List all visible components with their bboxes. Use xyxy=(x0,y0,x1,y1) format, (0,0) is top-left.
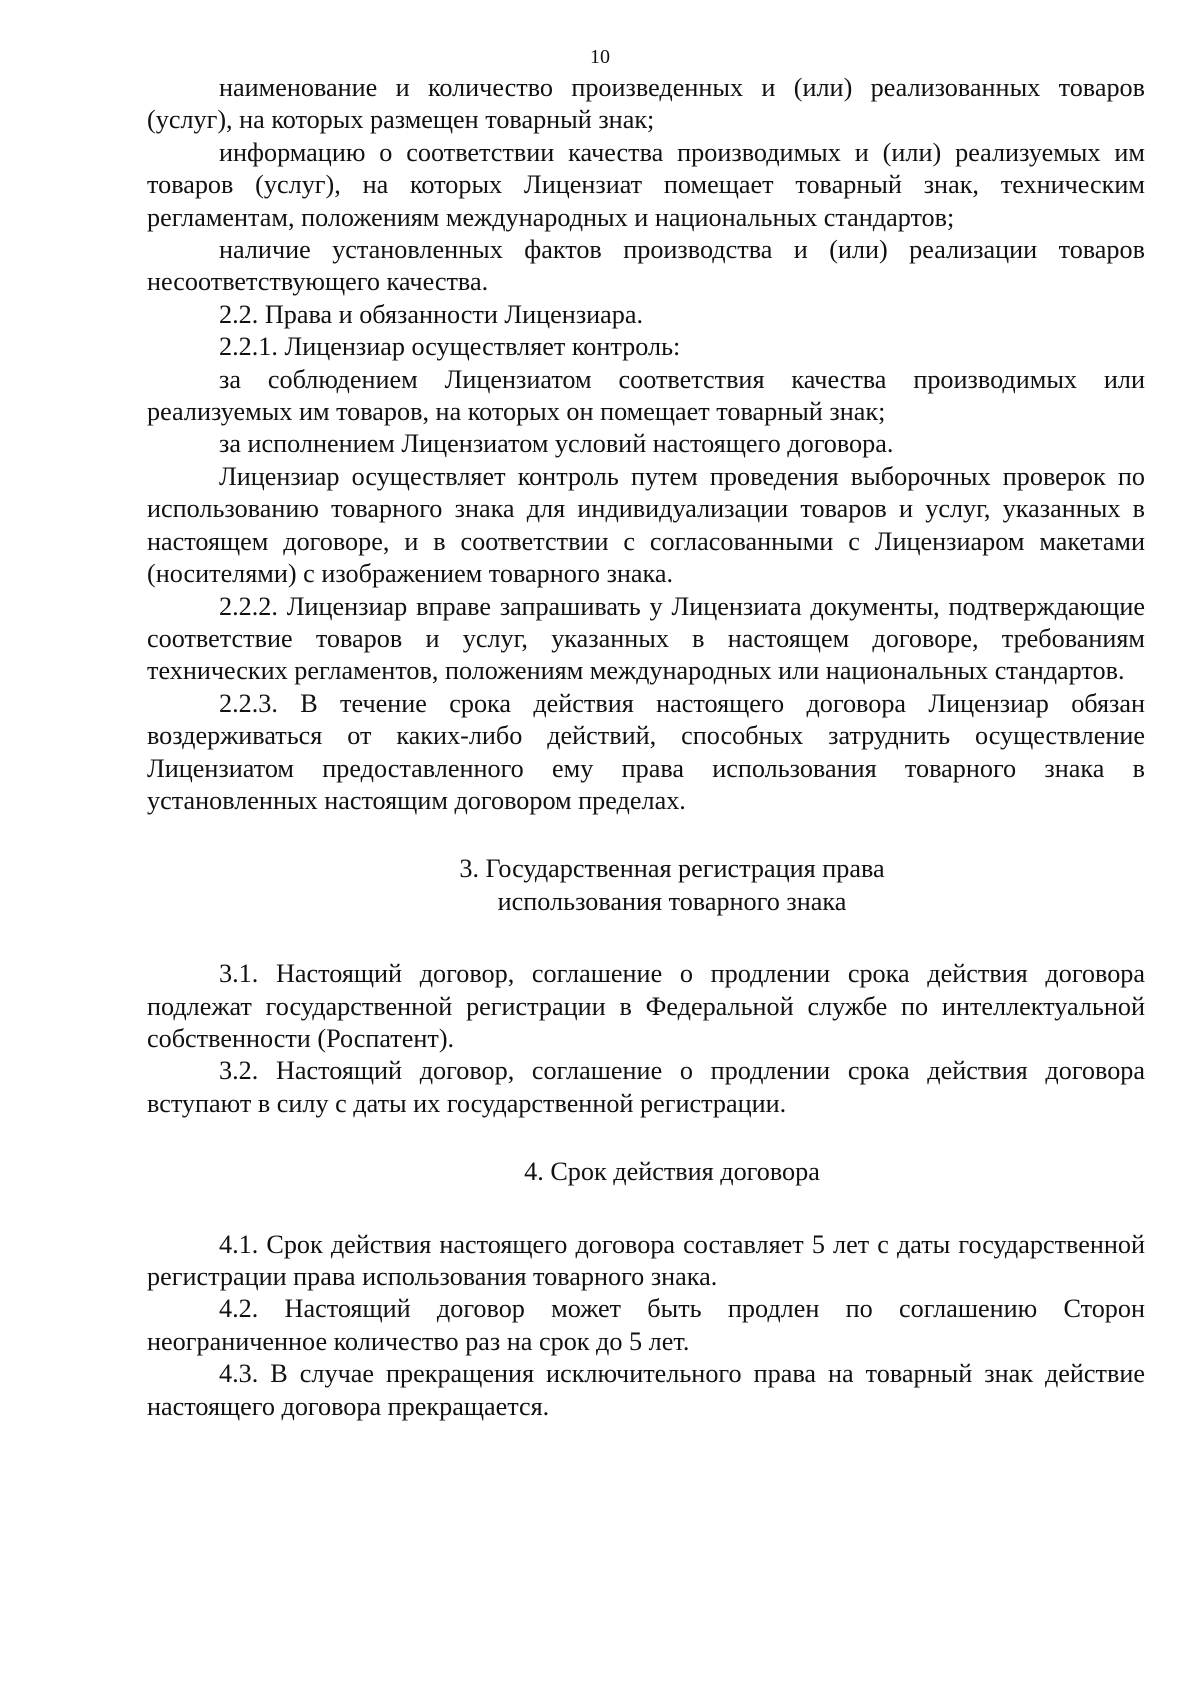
paragraph: Лицензиар осуществляет контроль путем проведения выборочных проверок по использованию товарного знака для индивидуализации товаров и услуг, указанных в настоящем договоре, и в соответствии с согласованными с Лицензиаром макетами (носителями) с изображением товарного знака. xyxy=(147,461,1145,589)
paragraph: наличие установленных фактов производства и (или) реализации товаров несоответствующего качества. xyxy=(147,235,1145,297)
section-3-title-line-1: 3. Государственная регистрация права xyxy=(459,854,885,884)
paragraph: 2.2.3. В течение срока действия настоящего договора Лицензиар обязан воздерживаться от каких-либо действий, способных затруднить осуществление Лицензиатом предоставленного ему права использования товарного знака в установленных настоящим договором пределах. xyxy=(147,688,1145,815)
section-4-heading xyxy=(199,1156,1145,1188)
section-3-title-line-2: использования товарного знака xyxy=(497,886,847,916)
section-3-heading xyxy=(199,853,1145,918)
paragraph: за исполнением Лицензиатом условий настоящего договора. xyxy=(219,429,894,459)
document-body xyxy=(147,72,1145,1423)
paragraph: информацию о соответствии качества производимых и (или) реализуемых им товаров (услуг), на которых Лицензиат помещает товарный знак, техническим регламентам, положениям международных и национальных стандартов; xyxy=(147,137,1145,232)
paragraph: 2.2. Права и обязанности Лицензиара. xyxy=(219,299,644,329)
page-number: 10 xyxy=(590,46,610,68)
paragraph: 4.2. Настоящий договор может быть продлен по соглашению Сторон неограниченное количество раз на срок до 5 лет. xyxy=(147,1294,1145,1356)
paragraph: 2.2.2. Лицензиар вправе запрашивать у Лицензиата документы, подтверждающие соответствие товаров и услуг, указанных в настоящем договоре, требованиям технических регламентов, положениям международных или национальных стандартов. xyxy=(147,591,1145,686)
paragraph: 3.1. Настоящий договор, соглашение о продлении срока действия договора подлежат государственной регистрации в Федеральной службе по интеллектуальной собственности (Роспатент). xyxy=(147,959,1145,1053)
paragraph: за соблюдением Лицензиатом соответствия качества производимых или реализуемых им товаров, на которых он помещает товарный знак; xyxy=(147,364,1145,427)
section-4-title: 4. Срок действия договора xyxy=(524,1157,820,1187)
paragraph: 4.3. В случае прекращения исключительного права на товарный знак действие настоящего договора прекращается. xyxy=(147,1359,1145,1421)
paragraph: наименование и количество произведенных и (или) реализованных товаров (услуг), на которых размещен товарный знак; xyxy=(147,73,1145,135)
paragraph: 2.2.1. Лицензиар осуществляет контроль: xyxy=(219,332,681,362)
paragraph: 3.2. Настоящий договор, соглашение о продлении срока действия договора вступают в силу с даты их государственной регистрации. xyxy=(147,1056,1145,1118)
paragraph: 4.1. Срок действия настоящего договора составляет 5 лет с даты государственной регистрации права использования товарного знака. xyxy=(147,1229,1145,1291)
